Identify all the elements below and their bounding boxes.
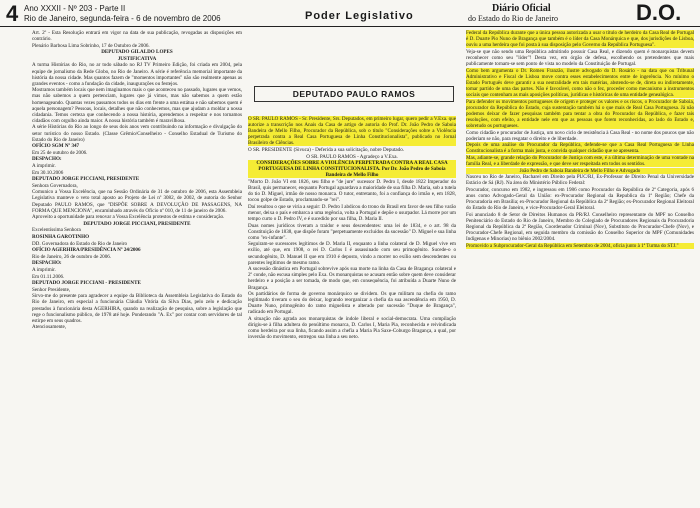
article-para: Os partidários de forma de governo monárquico se dividem. Os que militam na chefia do ramo legitimado tiveram o seu do deixar, logrando reorganizar a chefia da sua ascendência em 1950, D. Duarte Nuno, primogênito do ramo miguelista e alterado por sucessão "Duque de Bragança", radicado em Portugal. [248,291,456,316]
column-1 [32,30,242,331]
article-para: Nasceu no Rio de Janeiro, Bacharel em Direito pela PUC/RJ, Ex-Professor de Direito Penal da Universidade Estácio de Sá (RJ). Na área do Ministério Público Federal: [466,174,694,187]
issue-line: Ano XXXII - Nº 203 - Parte II [24,4,126,13]
col1-signature: DEPUTADO JORGE PICCIANI, PRESIDENTE [83,220,191,227]
date-line: Rio de Janeiro, segunda-feira - 6 de novembro de 2006 [24,14,221,23]
article-para: Federal da República durante que a única pessoa autorizada a usar o título de herdeiro da Casa Real de Portugal é D. Duarte Pio Nuno de Bragança que também é o líder da Casa Monárquica e que, dos jurisdições de Lisboa, ouviu a uma herdeira que foi posta à sua disposição pelo Governo da República Portuguesa". [466,30,694,49]
article-para: "Morto D. João VI em 1826, seu filho e "de jure" sucessor D. Pedro I, desde 1822 Imperador do Brasil, quis permanecer, enquanto Portugal aguardava a maioridade de sua filha D. Maria, sob a tutela do tio D. Miguel, irmão de nosso monarca. O tutor, entretanto, foi a confiança do irmão e, em 1828, tocou golpe de Estado, proclamando-se "rei". [248,178,456,204]
col1-para: Rio de Janeiro, 26 de outubro de 2006. [32,253,112,260]
col1-para: A turma Histórias do Rio, no ar todo sábado no RJ TV Primeiro Edição, foi criada em 2004, pela equipe de jornalismo da Rede Globo, no Rio de Janeiro. A série é referência memorial importante da história da nossa cidade. Mas quantos fazem de "momentos importantes" não são realmente apenas as grandes eventos - como a fundação da cidade, inaugurações ou festejos. [32,62,242,87]
speech-reply: O SR. PAULO RAMOS - Agradeço a V.Exa. [306,153,398,160]
col1-para: Atenciosamente, [32,324,67,331]
speech-president: O SR. PRESIDENTE (Sivuca) - Deferida a sua solicitação, nobre Deputado. [248,146,405,153]
speech-intro: O SR. PAULO RAMOS - Sr. Presidente, Srs. Deputados, em primeiro lugar, quero pedir a V.Exa. que autorize a transcrição nos Anais da Casa de artigo de autoria do Prof. Dr. João Pedro de Saboia Bandeira de Mello Filho, Procurador da República, sob o título "Considerações sobre a Violência perpetrada contra a Real Casa Portuguesa de Linha Constitucionalista", publicado no Jornal Brasileiro de Ciências. [248,116,456,147]
section-name: Poder Legislativo [305,10,414,22]
article-para: Procurador, concurso em 1982, e ingressou em 1986 como Procurador da República de 2ª Categoria, após 6 anos como Advogado-Geral da União: ex-Procurador Regional da Republica da 1ª Região; Chefe da Procuradoria em Brasília; ex-Procurador Regional da República da 2ª Região; ex-Procurador Regional Eleitoral do Estado do Rio de Janeiro, e vice-Procurador-Geral Eleitoral. [466,186,694,212]
col1-para: Em 25 de outubro de 2006. [32,149,88,156]
article-para: A situação não agrada aos monarquistas de índole liberal e social-democrata. Uma compilação dirigiu-se à filha adultera do penúltimo monarca, D. Carlos I, Maria Pia, reconhecida e reivindicada como herdeira por sua linha, ficando assim a chefia a Maria Pia Saxe-Coburgo Bragança, a qual, por inversão do movimento, entregou sua linha a seu neto. [248,316,456,341]
column-2 [248,116,456,341]
article-para: Mas, adiante-se, grande relação do Procurador de Justiça com este, é a última determinação de uma vontade na família Real, e a liberdade de expressão, e que deve ser respeitada em todos os sentidos. [466,154,694,167]
col1-para: Excelentíssima Senhora [32,227,81,234]
article-para: Foi anunciado 8 de Setor de Direitos Humanos da PR/RJ. Conselheiro representante do MPF no Conselho Penitenciário do Estado do Rio de Janeiro, Membro do Colegiado de Procuradores Regionais da Procuradoria Regional da República da 2ª Região, Coordenador Criminal (Nov), Substituto do Procurador-Chefe (Nov), e Procurador-Chefe Regional, em seguida membro da comissão do Conselho Superior do MPF (Comunidades Indígenas e Minorias) no biênio 2002/2004. [466,211,694,243]
col1-para: A série Histórias do Rio ao longo de seus dois anos vem contribuindo na informação e divulgação do setor turístico do nosso Estado. (Classe Grêmio/Conselheiro - Conselho Estadual de Turismo do Estado do Rio de Janeiro) [32,124,242,143]
col1-para: DD. Governadora do Estado do Rio de Janeiro [32,240,128,247]
col1-heading: OFÍCIO AGERHIRA/PRESIDÊNCIA Nº 24/2006 [32,247,141,254]
col1-para: A imprimir. [32,162,56,169]
col1-para: Senhor Presidente, [32,286,71,293]
gazette-logo: D.O. [636,0,682,25]
col1-heading: JUSTIFICATIVA [117,55,157,62]
article-para: Veja-se que não sendo uma República admitindo possuir Casa Real, e dizendo quem é monarquistas devem reconhecer como seu "líder"! Desta vez, em órgão de defesa, escolhendo os pretendentes que mais publicamente tornam-se sem ponto de vista no modelo da Constituição de Portugal. [466,48,694,67]
col1-para: Aproveito a oportunidade para renovar a Vossa Excelência protestos de estima e consideração. [32,214,225,221]
article-subtitle: CONSIDERAÇÕES SOBRE A VIOLÊNCIA PERPETRADA CONTRA A REAL CASA PORTUGUESA DE LINHA CONSTITUCIONALISTA. Por Dr. João Pedro de Saboia Bandeira de Mello Filho [248,160,456,178]
col1-para: Sirvo-me do presente para agradecer a equipe da Biblioteca da Assembleia Legislativa do Estado do Rio de Janeiro, em especial a funcionária Cláudia Vitória da Silva Dias, pelo zelo e dedicação prestados à funcionária desta AGERHIRA, quando na realização de pesquisa, sobre a legislação que rege o funcionalismo público, de 1978 até hoje. Ponderando "A. Ex" por contar com servidores de tal estirpe em seus quadros. [32,293,242,324]
col1-para: Comunico a Vossa Excelência, que na Sessão Ordinária de 31 de outubro de 2006, esta Assembleia Legislativa manteve o veto total aposto ao Projeto de Lei nº 3082, de 2002, de autoria do Senhor Deputado PAULO RAMOS, que "DISPÕE SOBRE A DEVOLUÇÃO DE PASSAGENS, NA FORMA QUE MENCIONA", encaminhado através do Ofício nº 010, de 11 de janeiro de 2006. [32,189,242,214]
article-para: Promovido a Subprocurador-Geral da República em Setembro de 2004, oficia junto à 1ª Turma do STJ." [466,243,694,249]
col1-para: Mostramos também locais que nem imaginamos mais o que aconteceu no passado, lugares que vemos, mas não sabemos a quem pertenciam, lugares que já vimos, mas não sabemos a quem estão homenageando. Quantas vezes passamos todos os dias em frente a uma estátua e não sabemos quem é aquela personagem? Pessoas, locais, detalhes que não conhecemos, mas que ajudam a moldar a nossa cidadania. Temos certeza que conhecendo a nossa história, aprendemos a respeitar e nos tornamos cidadãos com orgulho ainda maior. A nossa história também é maravilhosa. [32,87,242,124]
col1-para: ROSINHA GAROTINHO [32,234,90,240]
gazette-title: Diário Oficial [492,3,551,14]
article-para: Como cidadão e procurador de Justiça, um novo ciclo de resistência à Casa Real - no nome dos poucos que não poderiam se não, para resgatar o direito e de liberdade. [466,129,694,142]
article-para: Como bem argumenta o Dr. Romeu Franzão, ilustre advogado do D. Rosário - na data que ou Tribunal Administrativo e Fiscal de Lisboa move contra esses estabelecimentos entre de ingerência. No mínimo o Estado Português deve garantir a sua neutralidade em tais matérias, abstendo-se de, direta ou indiretamente, tomar partido de uma das partes. Não é favorável, como não o fez, proceder como mecanismo a instrumentos sociais que contenham as mais aposições políticas, jurídicas e históricas de uma entidade genealógica. [466,67,694,98]
column-3 [466,30,694,249]
header-rule [0,26,700,27]
col1-signature: DEPUTADO JORGE PICCIANI - PRESIDENTE [32,280,141,287]
article-para: Daí resultou o que se viria a seguir: D. Pedro I abdicou do trono do Brasil em favor de seu filho varão menor, deixa o país e embarca a uma regência, volta a Portugal e depõe o usurpador. Lá morre por um tempo curto o D. Pedro IV, e é sucedido por sua filha, D. Maria II. [248,203,456,222]
col1-despacho: DESPACHO: [32,260,62,267]
col1-para: Em 30.10.2006 [32,169,64,176]
col1-signature: DEPUTADO JORGE PICCIANI, PRESIDENTE [32,176,140,183]
col1-para: Em 01.11.2006. [32,273,65,280]
page-number: 4 [6,1,19,26]
article-para: Seguiram-se sucessores legítimos de D. Maria II, enquanto a linha colateral de D. Miguel vive em exílio, até que, em 1908, o rei D. Carlos I é assassinado com seu primogênito. Sucede-o o secundogênito, D. Manuel II que em 1910 é deposto, vindo a morrer no exílio sem descendentes ou parentes legítimos de mesmo ramo. [248,241,456,266]
col1-para: Plenário Barbosa Lima Sobrinho, 17 de Outubro de 2006. [32,42,150,49]
col1-signature: DEPUTADO GILALDO LOPES [101,49,173,56]
article-para: A sucessão dinástica em Portugal sobrevive após sua morte na linha da Casa de Bragança colateral e 2º conde, não escusa simples pelo Exa. Os monarquistas se acusam então sobre quem deve considerar herdeiro e a posição a ser tomada, de modo que, em consequência, foi atribuída a Duarte Nuno de Bragança. [248,266,456,291]
article-para: Para defender os movimentos portugueses de origem e proteger os valores e os riscos, o Procurador de Saboia, procurador da República do Estado, cuja sustentação também há o que mais de Real Casa Portuguesa. Já não podemos deixar de fazer pesquisas também para tentar a obra do Procurador da República, e fazer tais resoluções, com efeito, a entidade nele em que as pessoas que forem reconhecidas, ao lado do Estado e, sobretudo os portugueses. [466,98,694,129]
col1-heading: OFÍCIO SGM Nº 347 [32,143,80,150]
col1-para: Art. 2º - Esta Resolução entrará em vigor na data de sua publicação, revogadas as disposições em contrário. [32,30,242,43]
col1-para: A imprimir. [32,266,56,273]
gazette-subtitle: do Estado do Rio de Janeiro [468,14,558,23]
article-para: Depois de uma análise do Procurador da República, defende-se que a Casa Real Portuguesa de Linha Constitucionalista é a forma mais justa, e convida qualquer cidadão que se apresenta. [466,142,694,155]
section-title-box: DEPUTADO PAULO RAMOS [254,86,454,102]
author-signature: João Pedro de Saboia Bandeira de Mello Filho e Advogado [466,168,694,174]
article-para: Duas nomes jurídicos tiveram a traidor e seus descendentes: uma lei de 1834, e o art. 98 da Constituição de 1838, que dispõe foram "perpetuamente excluídos da sucessão" D. Miguel e sua linha como "ex-infante". [248,222,456,241]
col1-despacho: DESPACHO: [32,156,62,163]
col1-para: Senhora Governadora, [32,182,78,189]
